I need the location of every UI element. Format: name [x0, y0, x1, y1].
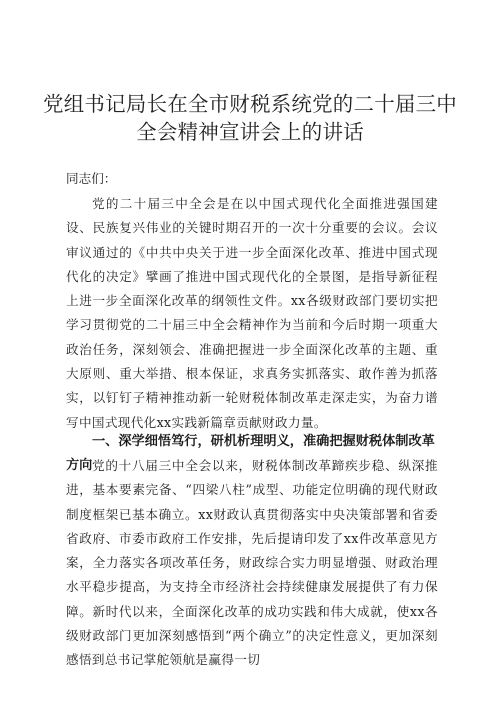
document-title-line-2: 全会精神宣讲会上的讲话	[136, 120, 364, 144]
section-heading-1: 一、深学细悟笃行，研机析理明义，准确把握财税体制改革方向	[66, 434, 435, 473]
paragraph-intro: 党的二十届三中全会是在以中国式现代化全面推进强国建设、民族复兴伟业的关键时期召开的一次十分重要的会议。会议审议通过的《中共中央关于进一步全面深化改革、推进中国式现代化的决定》擘画了推进中国式现代化的全景图，是指导新征程上进一步全面深化改革的纲领性文件。xx各级财政部门要切实把学习贯彻党的二十届三中全会精神作为当前和今后时期一项重大政治任务，深刻领会、准确把握进一步全面深化改革的主题、重大原则、重大举措、根本保证，求真务实抓落实、敢作善为抓落实，以钉钉子精神推动新一轮财税体制改革走深走实，为奋力谱写中国式现代化xx实践新篇章贡献财政力量。	[66, 196, 438, 430]
paragraph-section-1: 党的十八届三中全会以来，财税体制改革蹄疾步稳、纵深推进，基本要素完备、“四梁八柱”成型、功能定位明确的现代财政制度框架已基本确立。xx财政认真贯彻落实中央决策部署和省委省政府、市委市政府工作安排，先后提请印发了xx件改革意见方案，全力落实各项改革任务，财政综合实力明显增强、财政治理水平稳步提高，为支持全市经济社会持续健康发展提供了有力保障。新时代以来，全面深化改革的成功实践和伟大成就，使xx各级财政部门更加深刻感悟到“两个确立”的决定性意义，更加深刻感悟到总书记掌舵领航是赢得一切	[66, 458, 438, 668]
salutation: 同志们：	[66, 171, 117, 186]
document-title-line-1: 党组书记局长在全市财税系统党的二十届三中	[43, 92, 457, 116]
